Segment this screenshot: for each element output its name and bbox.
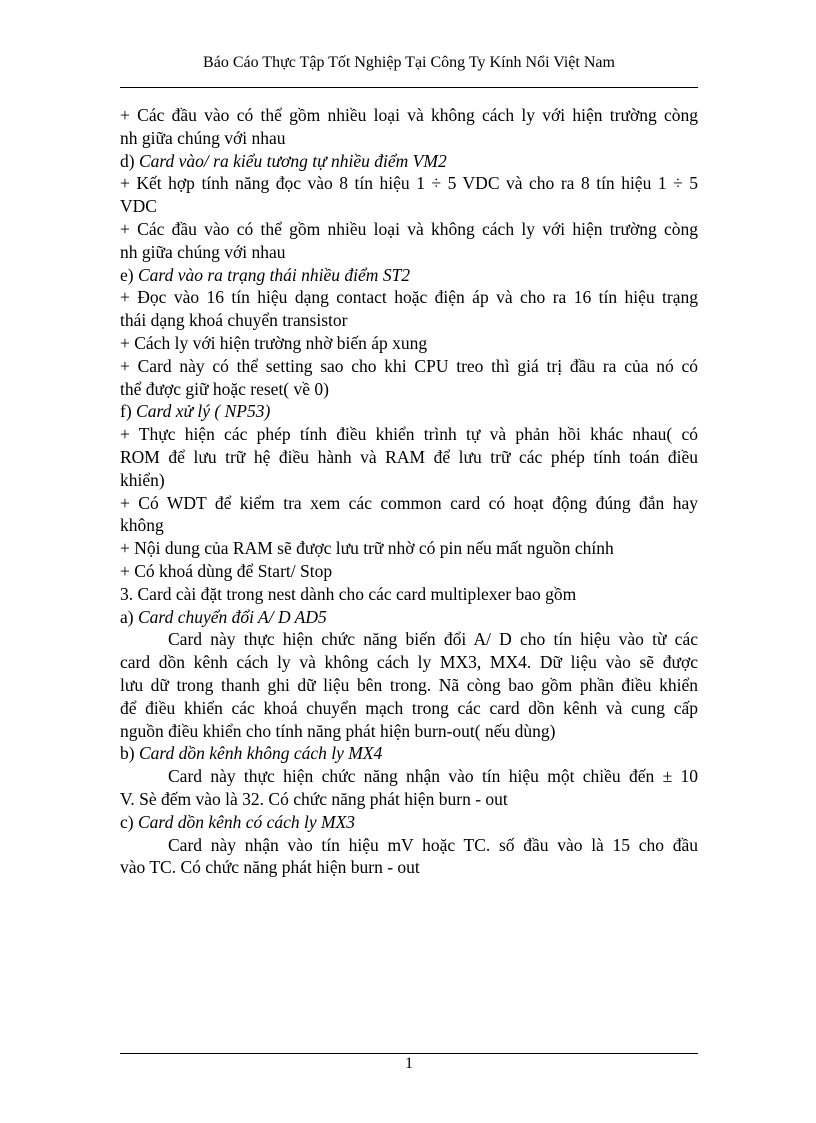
line-text: V. Sè đếm vào là 32. Có chức năng phát hiện burn - out — [120, 788, 508, 809]
heading-label: a) — [120, 606, 138, 627]
document-body — [120, 104, 698, 879]
text-line — [120, 286, 698, 309]
header-divider — [120, 87, 698, 88]
line-text: Card này thực hiện chức năng nhận vào tín hiệu một chiều đến ± 10 — [168, 766, 698, 787]
text-line — [120, 537, 698, 560]
line-text: VDC — [120, 196, 157, 217]
line-text: nguồn điều khiển cho tính năng phát hiện burn-out( nếu dùng) — [120, 720, 556, 741]
heading-text: Card vào/ ra kiểu tương tự nhiều điểm VM2 — [138, 150, 447, 171]
text-line — [120, 172, 698, 195]
line-text: lưu dữ trong thanh ghi dữ liệu bên trong. Nã còng bao gồm phần điều khiển — [120, 674, 698, 695]
section-heading — [120, 150, 698, 173]
line-text: card dồn kênh cách ly và không cách ly MX3, MX4. Dữ liệu vào sẽ được — [120, 652, 698, 673]
text-line — [120, 492, 698, 515]
line-text: + Kết hợp tính năng đọc vào 8 tín hiệu 1 ÷ 5 VDC và cho ra 8 tín hiệu 1 ÷ 5 — [120, 173, 698, 194]
text-line — [120, 583, 698, 606]
section-heading — [120, 742, 698, 765]
text-line — [120, 127, 698, 150]
line-text: 3. Card cài đặt trong nest dành cho các card multiplexer bao gồm — [120, 583, 577, 604]
text-line — [120, 355, 698, 378]
line-text: Card này thực hiện chức năng biến đổi A/ D cho tín hiệu vào từ các — [168, 629, 698, 650]
line-text: + Cách ly với hiện trường nhờ biến áp xung — [120, 332, 428, 353]
text-line — [120, 241, 698, 264]
line-text: + Các đầu vào có thể gồm nhiều loại và không cách ly với hiện trường còng — [120, 218, 698, 239]
heading-text: Card dồn kênh không cách ly MX4 — [138, 743, 383, 764]
text-line — [120, 218, 698, 241]
heading-text: Card xử lý ( NP53) — [136, 401, 271, 422]
line-text: + Các đầu vào có thể gồm nhiều loại và không cách ly với hiện trường còng — [120, 105, 698, 125]
heading-label: e) — [120, 264, 138, 285]
line-text: + Thực hiện các phép tính điều khiển trình tự và phản hồi khác nhau( có — [120, 424, 698, 445]
heading-label: d) — [120, 150, 139, 171]
section-heading — [120, 811, 698, 834]
line-text: + Nội dung của RAM sẽ được lưu trữ nhờ có pin nếu mất nguồn chính — [120, 538, 614, 559]
text-line — [120, 560, 698, 583]
text-line — [120, 378, 698, 401]
heading-text: Card dồn kênh có cách ly MX3 — [137, 811, 356, 832]
text-line — [120, 423, 698, 446]
line-text: khiển) — [120, 469, 165, 490]
text-line — [120, 834, 698, 857]
line-text: nh giữa chúng với nhau — [120, 127, 286, 148]
line-text: không — [120, 515, 164, 536]
line-text: để điều khiển các khoá chuyển mạch trong các card dồn kênh và cung cấp — [120, 697, 698, 718]
line-text: nh giữa chúng với nhau — [120, 241, 286, 262]
text-line — [120, 765, 698, 788]
line-text: thể được giữ hoặc reset( về 0) — [120, 378, 329, 399]
heading-label: f) — [120, 401, 137, 422]
text-line — [120, 309, 698, 332]
text-line — [120, 674, 698, 697]
section-heading — [120, 264, 698, 287]
line-text: ROM để lưu trữ hệ điều hành và RAM để lưu trữ các phép tính toán điều — [120, 446, 698, 467]
text-line — [120, 195, 698, 218]
text-line — [120, 697, 698, 720]
text-line — [120, 104, 698, 127]
text-line — [120, 332, 698, 355]
heading-label: c) — [120, 811, 138, 832]
line-text: + Card này có thể setting sao cho khi CPU treo thì giá trị đầu ra của nó có — [120, 355, 698, 376]
text-line — [120, 469, 698, 492]
line-text: + Có WDT để kiểm tra xem các common card có hoạt động đúng đắn hay — [120, 492, 698, 513]
heading-text: Card vào ra trạng thái nhiều điểm ST2 — [137, 264, 411, 285]
text-line — [120, 514, 698, 537]
text-line — [120, 446, 698, 469]
line-text: + Có khoá dùng để Start/ Stop — [120, 560, 333, 581]
section-heading — [120, 606, 698, 629]
section-heading — [120, 400, 698, 423]
heading-text: Card chuyển đổi A/ D AD5 — [137, 606, 327, 627]
text-line — [120, 628, 698, 651]
text-line — [120, 856, 698, 879]
line-text: + Đọc vào 16 tín hiệu dạng contact hoặc điện áp và cho ra 16 tín hiệu trạng — [120, 287, 698, 308]
line-text: thái dạng khoá chuyển transistor — [120, 310, 348, 331]
line-text: vào TC. Có chức năng phát hiện burn - out — [120, 857, 420, 878]
page-header: Báo Cáo Thực Tập Tốt Nghiệp Tại Công Ty Kính Nổi Việt Nam — [203, 54, 615, 71]
text-line — [120, 651, 698, 674]
heading-label: b) — [120, 743, 139, 764]
page-number: 1 — [405, 1055, 413, 1072]
text-line — [120, 788, 698, 811]
line-text: Card này nhận vào tín hiệu mV hoặc TC. số đầu vào là 15 cho đầu — [168, 834, 698, 855]
text-line — [120, 720, 698, 743]
